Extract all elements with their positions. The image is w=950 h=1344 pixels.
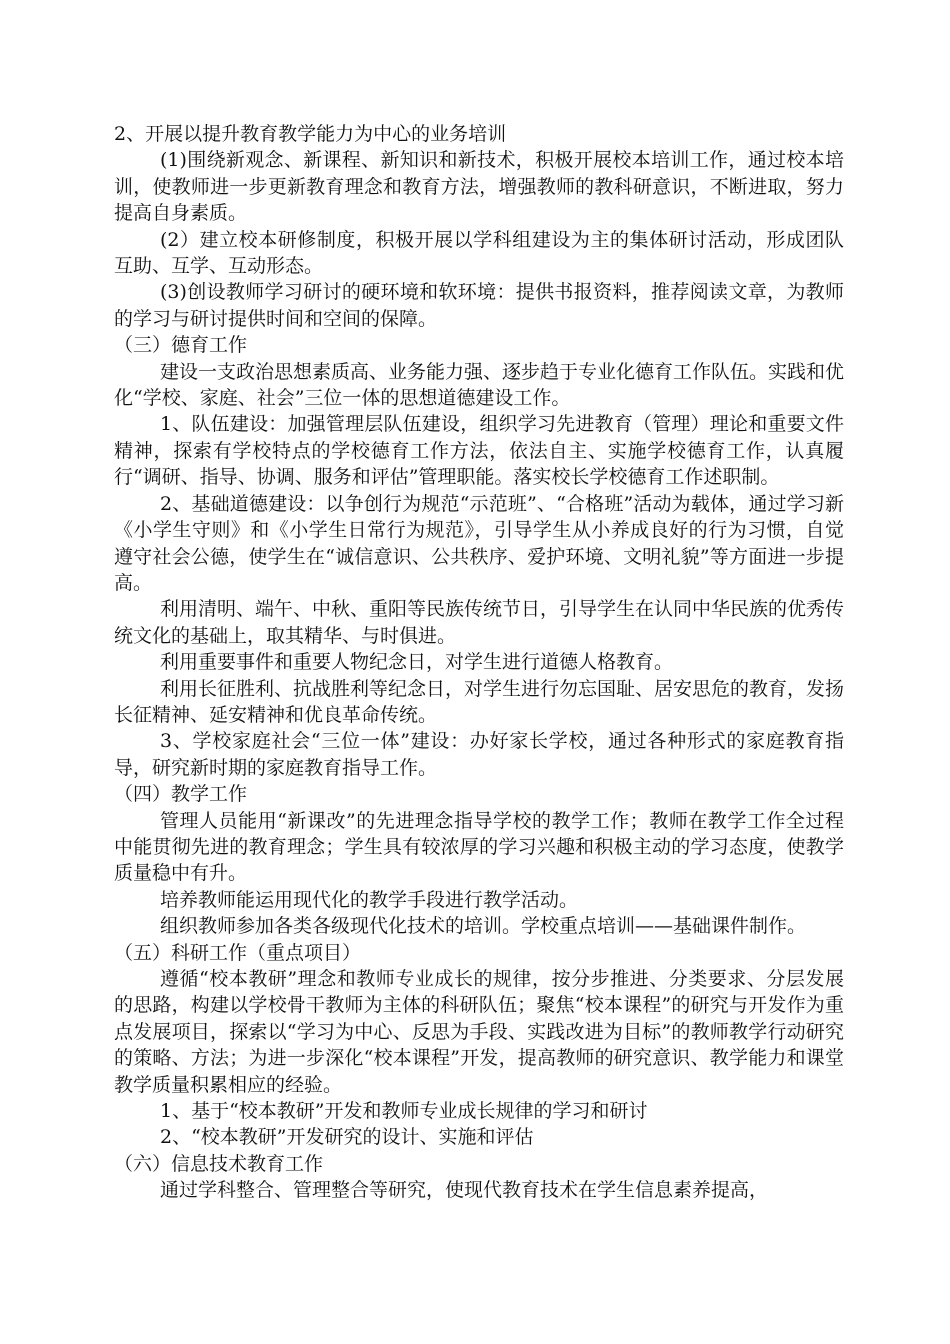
paragraph: 1、队伍建设：加强管理层队伍建设，组织学习先进教育（管理）理论和重要文件精神，探索有学校特点的学校德育工作方法，依法自主、实施学校德育工作，认真履行“调研、指导、协调、服务和评估”管理职能。落实校长学校德育工作述职制。 (114, 413, 844, 489)
paragraph: 2、“校本教研”开发研究的设计、实施和评估 (160, 1126, 534, 1149)
section-heading: （五）科研工作（重点项目） (114, 941, 362, 964)
section-heading: （三）德育工作 (114, 334, 248, 357)
paragraph: 1、基于“校本教研”开发和教师专业成长规律的学习和研讨 (160, 1100, 648, 1123)
paragraph: 2、基础道德建设：以争创行为规范“示范班”、“合格班”活动为载体，通过学习新《小学生守则》和《小学生日常行为规范》，引导学生从小养成良好的行为习惯，自觉遵守社会公德，使学生在“诚信意识、公共秩序、爱护环境、文明礼貌”等方面进一步提高。 (114, 492, 844, 594)
section-heading: 2、开展以提升教育教学能力为中心的业务培训 (114, 123, 507, 145)
paragraph: 利用重要事件和重要人物纪念日，对学生进行道德人格教育。 (160, 651, 674, 674)
paragraph: 通过学科整合、管理整合等研究，使现代教育技术在学生信息素养提高， (160, 1179, 769, 1202)
section-heading: （四）教学工作 (114, 783, 248, 806)
paragraph: (3)创设教师学习研讨的硬环境和软环境：提供书报资料，推荐阅读文章，为教师的学习与研讨提供时间和空间的保障。 (114, 281, 844, 330)
paragraph: (2）建立校本研修制度，积极开展以学科组建设为主的集体研讨活动，形成团队互助、互学、互动形态。 (114, 228, 844, 278)
paragraph: 利用清明、端午、中秋、重阳等民族传统节日，引导学生在认同中华民族的优秀传统文化的基础上，取其精华、与时俱进。 (114, 598, 845, 647)
section-heading: （六）信息技术教育工作 (114, 1152, 324, 1175)
paragraph: 组织教师参加各类各级现代化技术的培训。学校重点培训——基础课件制作。 (160, 915, 807, 938)
paragraph: (1)围绕新观念、新课程、新知识和新技术，积极开展校本培训工作，通过校本培训，使教师进一步更新教育理念和教育方法，增强教师的教科研意识，不断进取，努力提高自身素质。 (114, 149, 844, 225)
paragraph: 管理人员能用“新课改”的先进理念指导学校的教学工作；教师在教学工作全过程中能贯彻先进的教育理念；学生具有较浓厚的学习兴趣和积极主动的学习态度，使教学质量稳中有升。 (114, 809, 844, 885)
paragraph: 遵循“校本教研”理念和教师专业成长的规律，按分步推进、分类要求、分层发展的思路，构建以学校骨干教师为主体的科研队伍；聚焦“校本课程”的研究与开发作为重点发展项目，探索以“学习为中心、反思为手段、实践改进为目标”的教师教学行动研究的策略、方法；为进一步深化“校本课程”开发，提高教师的研究意识、教学能力和课堂教学质量积累相应的经验。 (114, 968, 844, 1096)
paragraph: 培养教师能运用现代化的教学手段进行教学活动。 (160, 888, 579, 911)
paragraph: 3、学校家庭社会“三位一体”建设：办好家长学校，通过各种形式的家庭教育指导，研究新时期的家庭教育指导工作。 (114, 730, 844, 779)
paragraph: 建设一支政治思想素质高、业务能力强、逐步趋于专业化德育工作队伍。实践和优化“学校、家庭、社会”三位一体的思想道德建设工作。 (114, 360, 845, 410)
document-body (114, 121, 844, 1204)
paragraph: 利用长征胜利、抗战胜利等纪念日，对学生进行勿忘国耻、居安思危的教育，发扬长征精神、延安精神和优良革命传统。 (114, 677, 845, 726)
